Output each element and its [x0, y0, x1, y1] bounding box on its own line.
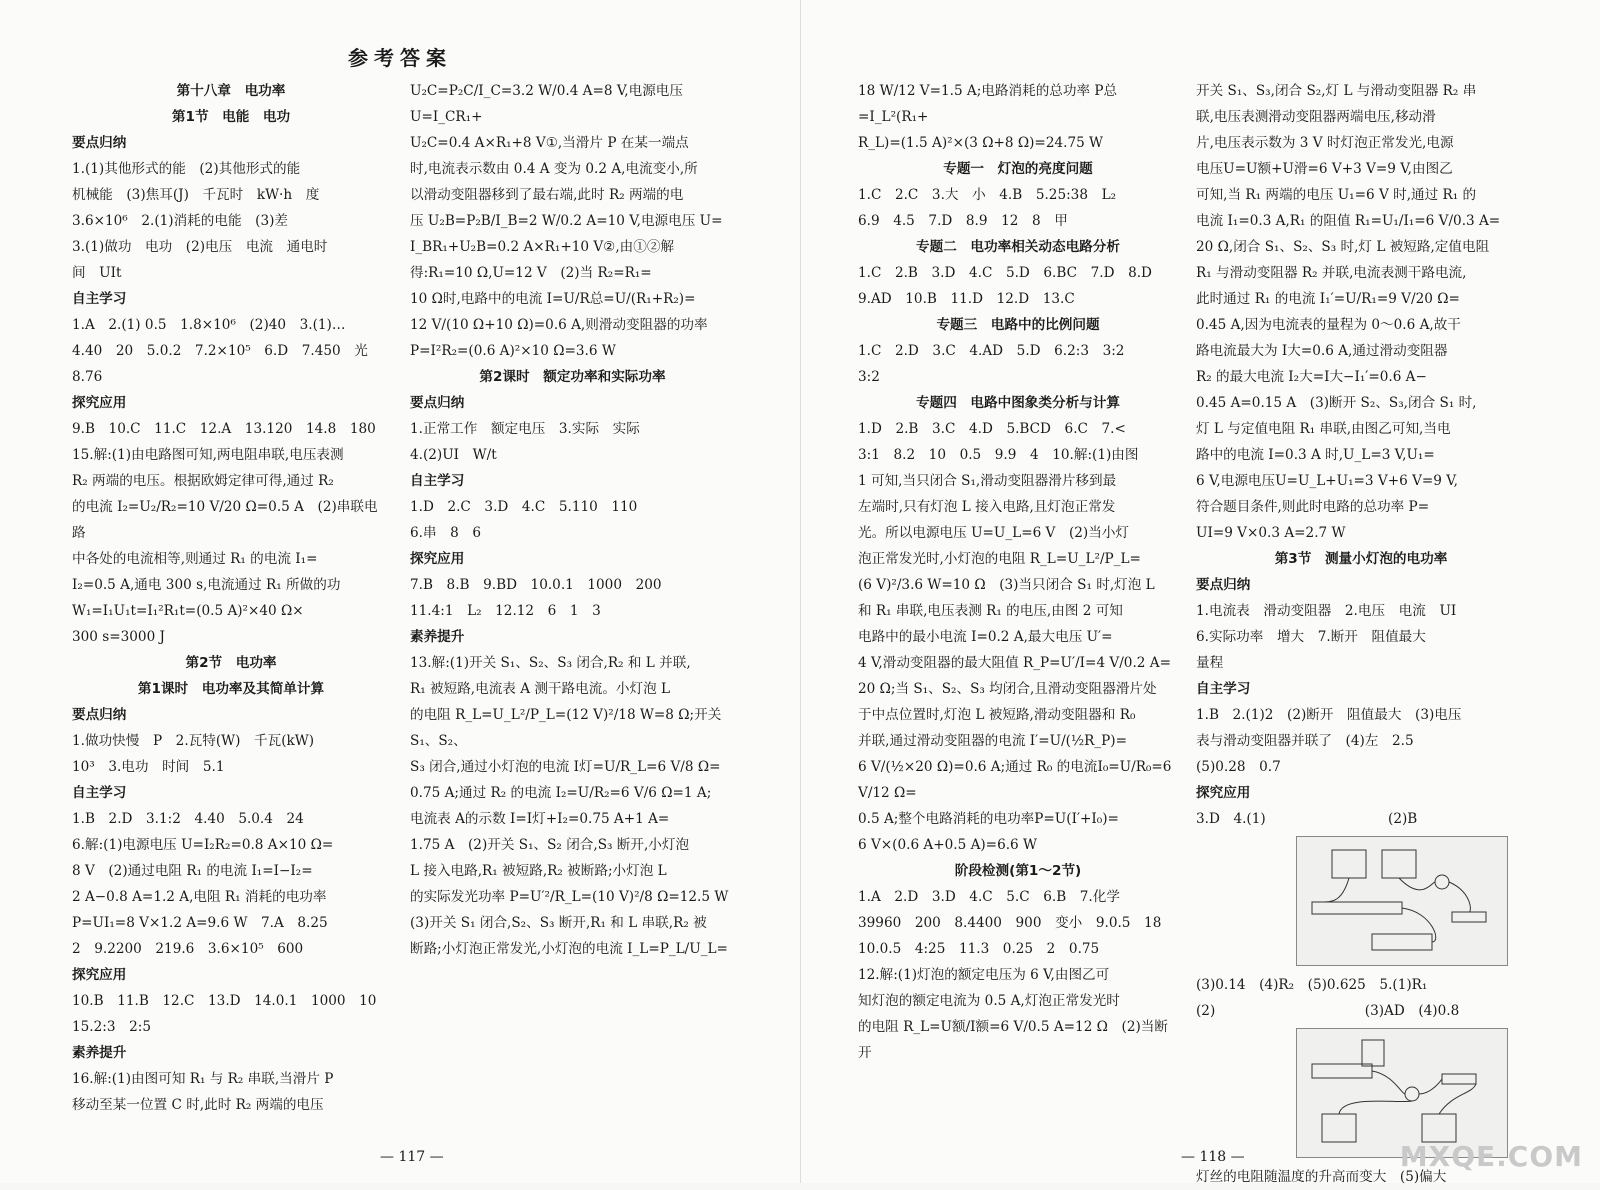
- answer-line: 0.45 A,因为电流表的量程为 0～0.6 A,故干: [1196, 317, 1461, 333]
- answer-line: 4.(2)UI W/t: [410, 447, 497, 463]
- answer-line: 灯丝的电阻随温度的升高而变大 (5)偏大: [1196, 1169, 1447, 1185]
- answer-line: S₃ 闭合,通过小灯泡的电流 I灯=U/R_L=6 V/8 Ω=: [410, 759, 721, 775]
- answer-line: 300 s=3000 J: [72, 629, 165, 645]
- subsection-heading: 要点归纳: [1196, 577, 1251, 593]
- answer-column-4: [1196, 78, 1526, 1190]
- answer-line: 灯 L 与定值电阻 R₁ 串联,由图乙可知,当电: [1196, 421, 1451, 437]
- answer-line: 于中点位置时,灯泡 L 被短路,滑动变阻器和 R₀: [858, 707, 1136, 723]
- answer-line: I₂=0.5 A,通电 300 s,电流通过 R₁ 所做的功: [72, 577, 341, 593]
- answer-line: 1.C 2.C 3.大 小 4.B 5.25:38 L₂: [858, 187, 1117, 203]
- answer-line: 6.实际功率 增大 7.断开 阻值最大: [1196, 629, 1426, 645]
- answer-line: 左端时,只有灯泡 L 接入电路,且灯泡正常发: [858, 499, 1116, 515]
- answer-line: 6.9 4.5 7.D 8.9 12 8 甲: [858, 213, 1068, 229]
- answer-line: 路电流最大为 I大=0.6 A,通过滑动变阻器: [1196, 343, 1448, 359]
- answer-line: 并联,通过滑动变阻器的电流 I′=U/(½R_P)=: [858, 733, 1127, 749]
- answer-line: 时,电流表示数由 0.4 A 变为 0.2 A,电流变小,所: [410, 161, 698, 177]
- answer-line: 6 V/(½×20 Ω)=0.6 A;通过 R₀ 的电流I₀=U/R₀=6 V/12 Ω=: [858, 759, 1176, 801]
- answer-line: 泡正常发光时,小灯泡的电阻 R_L=U_L²/P_L=: [858, 551, 1141, 567]
- answer-line: 间 UIt: [72, 265, 122, 281]
- circuit-diagram-figure-2: [1296, 1028, 1508, 1158]
- answer-line: 的电阻 R_L=U额/I额=6 V/0.5 A=12 Ω (2)当断开: [858, 1019, 1168, 1061]
- answer-line: 符合题目条件,则此时电路的总功率 P=: [1196, 499, 1430, 515]
- answer-line: 1.C 2.D 3.C 4.AD 5.D 6.2:3 3:2: [858, 343, 1125, 359]
- section-heading: 第十八章 电功率: [176, 83, 286, 99]
- answer-line: 12 V/(10 Ω+10 Ω)=0.6 A,则滑动变阻器的功率: [410, 317, 708, 333]
- right-page: [800, 0, 1600, 1183]
- answer-line: 1.B 2.(1)2 (2)断开 阻值最大 (3)电压: [1196, 707, 1462, 723]
- answer-line: (6 V)²/3.6 W=10 Ω (3)当只闭合 S₁ 时,灯泡 L: [858, 577, 1155, 593]
- subsection-heading: 要点归纳: [72, 135, 127, 151]
- answer-line: 电路中的最小电流 I=0.2 A,最大电压 U′=: [858, 629, 1113, 645]
- answer-line: 1.A 2.(1) 0.5 1.8×10⁶ (2)40 3.(1)…: [72, 317, 346, 333]
- answer-line: I_BR₁+U₂B=0.2 A×R₁+10 V②,由①②解: [410, 239, 675, 255]
- answer-line: R₁ 与滑动变阻器 R₂ 并联,电流表测干路电流,: [1196, 265, 1467, 281]
- answer-line: 电流 I₁=0.3 A,R₁ 的阻值 R₁=U₁/I₁=6 V/0.3 A=: [1196, 213, 1501, 229]
- section-heading: 第2节 电功率: [185, 655, 277, 671]
- answer-line: 3.(1)做功 电功 (2)电压 电流 通电时: [72, 239, 328, 255]
- answer-line: L 接入电路,R₁ 被短路,R₂ 被断路;小灯泡 L: [410, 863, 667, 879]
- answer-line: 1.C 2.B 3.D 4.C 5.D 6.BC 7.D 8.D: [858, 265, 1152, 281]
- answer-line: (2) (3)AD (4)0.8: [1196, 1003, 1460, 1019]
- section-heading: 专题二 电功率相关动态电路分析: [916, 239, 1120, 255]
- answer-line: 7.B 8.B 9.BD 10.0.1 1000 200: [410, 577, 662, 593]
- answer-line: 中各处的电流相等,则通过 R₁ 的电流 I₁=: [72, 551, 318, 567]
- answer-line: 1.电流表 滑动变阻器 2.电压 电流 UI: [1196, 603, 1457, 619]
- answer-line: 和 R₁ 串联,电压表测 R₁ 的电压,由图 2 可知: [858, 603, 1123, 619]
- answer-line: 18 W/12 V=1.5 A;电路消耗的总功率 P总=I_L²(R₁+: [858, 83, 1118, 125]
- page-title: 参考答案: [348, 46, 452, 70]
- answer-line: 1.正常工作 额定电压 3.实际 实际: [410, 421, 640, 437]
- subsection-heading: 自主学习: [72, 291, 127, 307]
- section-heading: 专题三 电路中的比例问题: [936, 317, 1100, 333]
- answer-line: 电压U=U额+U滑=6 V+3 V=9 V,由图乙: [1196, 161, 1453, 177]
- answer-line: P=I²R₂=(0.6 A)²×10 Ω=3.6 W: [410, 343, 616, 359]
- answer-line: UI=9 V×0.3 A=2.7 W: [1196, 525, 1346, 541]
- answer-line: 39960 200 8.4400 900 变小 9.0.5 18: [858, 915, 1162, 931]
- answer-line: 20 Ω,闭合 S₁、S₂、S₃ 时,灯 L 被短路,定值电阻: [1196, 239, 1490, 255]
- answer-line: 11.4:1 L₂ 12.12 6 1 3: [410, 603, 601, 619]
- answer-line: 9.AD 10.B 11.D 12.D 13.C: [858, 291, 1075, 307]
- answer-line: (3)开关 S₁ 闭合,S₂、S₃ 断开,R₁ 和 L 串联,R₂ 被: [410, 915, 707, 931]
- answer-line: 此时通过 R₁ 的电流 I₁′=U/R₁=9 V/20 Ω=: [1196, 291, 1460, 307]
- watermark-logo: MXQE.COM: [1399, 1140, 1583, 1173]
- answer-line: 量程: [1196, 655, 1224, 671]
- answer-line: 9.B 10.C 11.C 12.A 13.120 14.8 180: [72, 421, 376, 437]
- answer-line: 4.40 20 5.0.2 7.2×10⁵ 6.D 7.450 光: [72, 343, 368, 359]
- answer-line: U₂C=P₂C/I_C=3.2 W/0.4 A=8 V,电源电压 U=I_CR₁+: [410, 83, 688, 125]
- answer-line: 10.B 11.B 12.C 13.D 14.0.1 1000 10: [72, 993, 377, 1009]
- answer-column-2: [410, 78, 735, 962]
- answer-line: 3.6×10⁶ 2.(1)消耗的电能 (3)差: [72, 213, 288, 229]
- answer-line: 的实际发光功率 P=U′²/R_L=(10 V)²/8 Ω=12.5 W: [410, 889, 729, 905]
- answer-line: R₂ 的最大电流 I₂大=I大−I₁′=0.6 A−: [1196, 369, 1427, 385]
- answer-line: 12.解:(1)灯泡的额定电压为 6 V,由图乙可: [858, 967, 1110, 983]
- section-heading: 第1节 电能 电功: [171, 109, 291, 125]
- answer-line: 1.D 2.C 3.D 4.C 5.110 110: [410, 499, 638, 515]
- answer-line: 1.75 A (2)开关 S₁、S₂ 闭合,S₃ 断开,小灯泡: [410, 837, 690, 853]
- page-number: — 118 —: [1181, 1149, 1245, 1165]
- answer-line: 4 V,滑动变阻器的最大阻值 R_P=U′/I=4 V/0.2 A=: [858, 655, 1171, 671]
- answer-line: 13.解:(1)开关 S₁、S₂、S₃ 闭合,R₂ 和 L 并联,: [410, 655, 691, 671]
- answer-line: 1 可知,当只闭合 S₁,滑动变阻器滑片移到最: [858, 473, 1117, 489]
- answer-column-1: [72, 78, 390, 1118]
- answer-line: 2 A−0.8 A=1.2 A,电阻 R₁ 消耗的电功率: [72, 889, 327, 905]
- subsection-heading: 要点归纳: [410, 395, 465, 411]
- answer-line: 光。所以电源电压 U=U_L=6 V (2)当小灯: [858, 525, 1130, 541]
- answer-line: 0.45 A=0.15 A (3)断开 S₂、S₃,闭合 S₁ 时,: [1196, 395, 1477, 411]
- answer-line: 6 V×(0.6 A+0.5 A)=6.6 W: [858, 837, 1037, 853]
- answer-line: 6 V,电源电压U=U_L+U₁=3 V+6 V=9 V,: [1196, 473, 1459, 489]
- circuit-diagram-icon: [1302, 842, 1502, 960]
- answer-line: 1.A 2.D 3.D 4.C 5.C 6.B 7.化学: [858, 889, 1120, 905]
- answer-line: 以滑动变阻器移到了最右端,此时 R₂ 两端的电: [410, 187, 684, 203]
- answer-line: 0.5 A;整个电路消耗的电功率P=U(I′+I₀)=: [858, 811, 1119, 827]
- answer-line: 联,电压表测滑动变阻器两端电压,移动滑: [1196, 109, 1436, 125]
- subsection-heading: 自主学习: [1196, 681, 1251, 697]
- answer-line: 3:2: [858, 369, 880, 385]
- section-heading: 第3节 测量小灯泡的电功率: [1274, 551, 1448, 567]
- answer-line: 3.D 4.(1) (2)B: [1196, 811, 1418, 827]
- answer-line: 可知,当 R₁ 两端的电压 U₁=6 V 时,通过 R₁ 的: [1196, 187, 1477, 203]
- answer-line: 15.2:3 2:5: [72, 1019, 151, 1035]
- answer-line: 2 9.2200 219.6 3.6×10⁵ 600: [72, 941, 304, 957]
- left-page: [0, 0, 800, 1183]
- answer-line: 电流表 A的示数 I=I灯+I₂=0.75 A+1 A=: [410, 811, 670, 827]
- answer-line: 20 Ω;当 S₁、S₂、S₃ 均闭合,且滑动变阻器滑片处: [858, 681, 1157, 697]
- answer-line: (3)0.14 (4)R₂ (5)0.625 5.(1)R₁: [1196, 977, 1428, 993]
- answer-line: 6.串 8 6: [410, 525, 482, 541]
- answer-line: W₁=I₁U₁t=I₁²R₁t=(0.5 A)²×40 Ω×: [72, 603, 304, 619]
- subsection-heading: 素养提升: [72, 1045, 127, 1061]
- subsection-heading: 探究应用: [72, 395, 127, 411]
- answer-line: 的电流 I₂=U₂/R₂=10 V/20 Ω=0.5 A (2)串联电路: [72, 499, 378, 541]
- section-heading: 第1课时 电功率及其简单计算: [137, 681, 325, 697]
- answer-line: (5)0.28 0.7: [1196, 759, 1281, 775]
- answer-line: 10.0.5 4:25 11.3 0.25 2 0.75: [858, 941, 1100, 957]
- subsection-heading: 探究应用: [1196, 785, 1251, 801]
- answer-column-3: [858, 78, 1178, 1066]
- answer-line: 1.(1)其他形式的能 (2)其他形式的能: [72, 161, 301, 177]
- answer-line: 压 U₂B=P₂B/I_B=2 W/0.2 A=10 V,电源电压 U=: [410, 213, 723, 229]
- circuit-diagram-2-icon: [1302, 1034, 1502, 1152]
- answer-line: 移动至某一位置 C 时,此时 R₂ 两端的电压: [72, 1097, 324, 1113]
- answer-line: 知灯泡的额定电流为 0.5 A,灯泡正常发光时: [858, 993, 1120, 1009]
- answer-line: 机械能 (3)焦耳(J) 千瓦时 kW·h 度: [72, 187, 320, 203]
- answer-line: R₂ 两端的电压。根据欧姆定律可得,通过 R₂: [72, 473, 334, 489]
- section-heading: 第2课时 额定功率和实际功率: [479, 369, 666, 385]
- section-heading: 专题四 电路中图象类分析与计算: [916, 395, 1120, 411]
- answer-line: 0.75 A;通过 R₂ 的电流 I₂=U/R₂=6 V/6 Ω=1 A;: [410, 785, 712, 801]
- answer-line: 1.做功快慢 P 2.瓦特(W) 千瓦(kW): [72, 733, 315, 749]
- answer-line: U₂C=0.4 A×R₁+8 V①,当滑片 P 在某一端点: [410, 135, 689, 151]
- answer-line: R₁ 被短路,电流表 A 测干路电流。小灯泡 L: [410, 681, 671, 697]
- answer-line: 表与滑动变阻器并联了 (4)左 2.5: [1196, 733, 1414, 749]
- answer-line: 8.76: [72, 369, 103, 385]
- answer-line: 10³ 3.电功 时间 5.1: [72, 759, 225, 775]
- answer-line: R_L)=(1.5 A)²×(3 Ω+8 Ω)=24.75 W: [858, 135, 1104, 151]
- section-heading: 专题一 灯泡的亮度问题: [943, 161, 1093, 177]
- answer-line: 断路;小灯泡正常发光,小灯泡的电流 I_L=P_L/U_L=: [410, 941, 728, 957]
- answer-line: 10 Ω时,电路中的电流 I=U/R总=U/(R₁+R₂)=: [410, 291, 696, 307]
- answer-line: 1.D 2.B 3.C 4.D 5.BCD 6.C 7.<: [858, 421, 1126, 437]
- answer-line: 开关 S₁、S₃,闭合 S₂,灯 L 与滑动变阻器 R₂ 串: [1196, 83, 1477, 99]
- subsection-heading: 探究应用: [72, 967, 127, 983]
- answer-line: 得:R₁=10 Ω,U=12 V (2)当 R₂=R₁=: [410, 265, 652, 281]
- section-heading: 阶段检测(第1～2节): [954, 863, 1082, 879]
- subsection-heading: 探究应用: [410, 551, 465, 567]
- answer-line: P=UI₁=8 V×1.2 A=9.6 W 7.A 8.25: [72, 915, 328, 931]
- subsection-heading: 要点归纳: [72, 707, 127, 723]
- answer-line: 1.B 2.D 3.1:2 4.40 5.0.4 24: [72, 811, 304, 827]
- answer-line: 15.解:(1)由电路图可知,两电阻串联,电压表测: [72, 447, 344, 463]
- subsection-heading: 自主学习: [410, 473, 465, 489]
- answer-line: 的电阻 R_L=U_L²/P_L=(12 V)²/18 W=8 Ω;开关 S₁、S₂、: [410, 707, 726, 749]
- answer-line: 6.解:(1)电源电压 U=I₂R₂=0.8 A×10 Ω=: [72, 837, 334, 853]
- answer-line: 16.解:(1)由图可知 R₁ 与 R₂ 串联,当滑片 P: [72, 1071, 334, 1087]
- answer-line: 3:1 8.2 10 0.5 9.9 4 10.解:(1)由图: [858, 447, 1139, 463]
- answer-line: 路中的电流 I=0.3 A 时,U_L=3 V,U₁=: [1196, 447, 1435, 463]
- subsection-heading: 自主学习: [72, 785, 127, 801]
- subsection-heading: 素养提升: [410, 629, 465, 645]
- page-number: — 117 —: [380, 1149, 444, 1165]
- circuit-diagram-figure: [1296, 836, 1508, 966]
- answer-line: 8 V (2)通过电阻 R₁ 的电流 I₁=I−I₂=: [72, 863, 313, 879]
- answer-line: 片,电压表示数为 3 V 时灯泡正常发光,电源: [1196, 135, 1454, 151]
